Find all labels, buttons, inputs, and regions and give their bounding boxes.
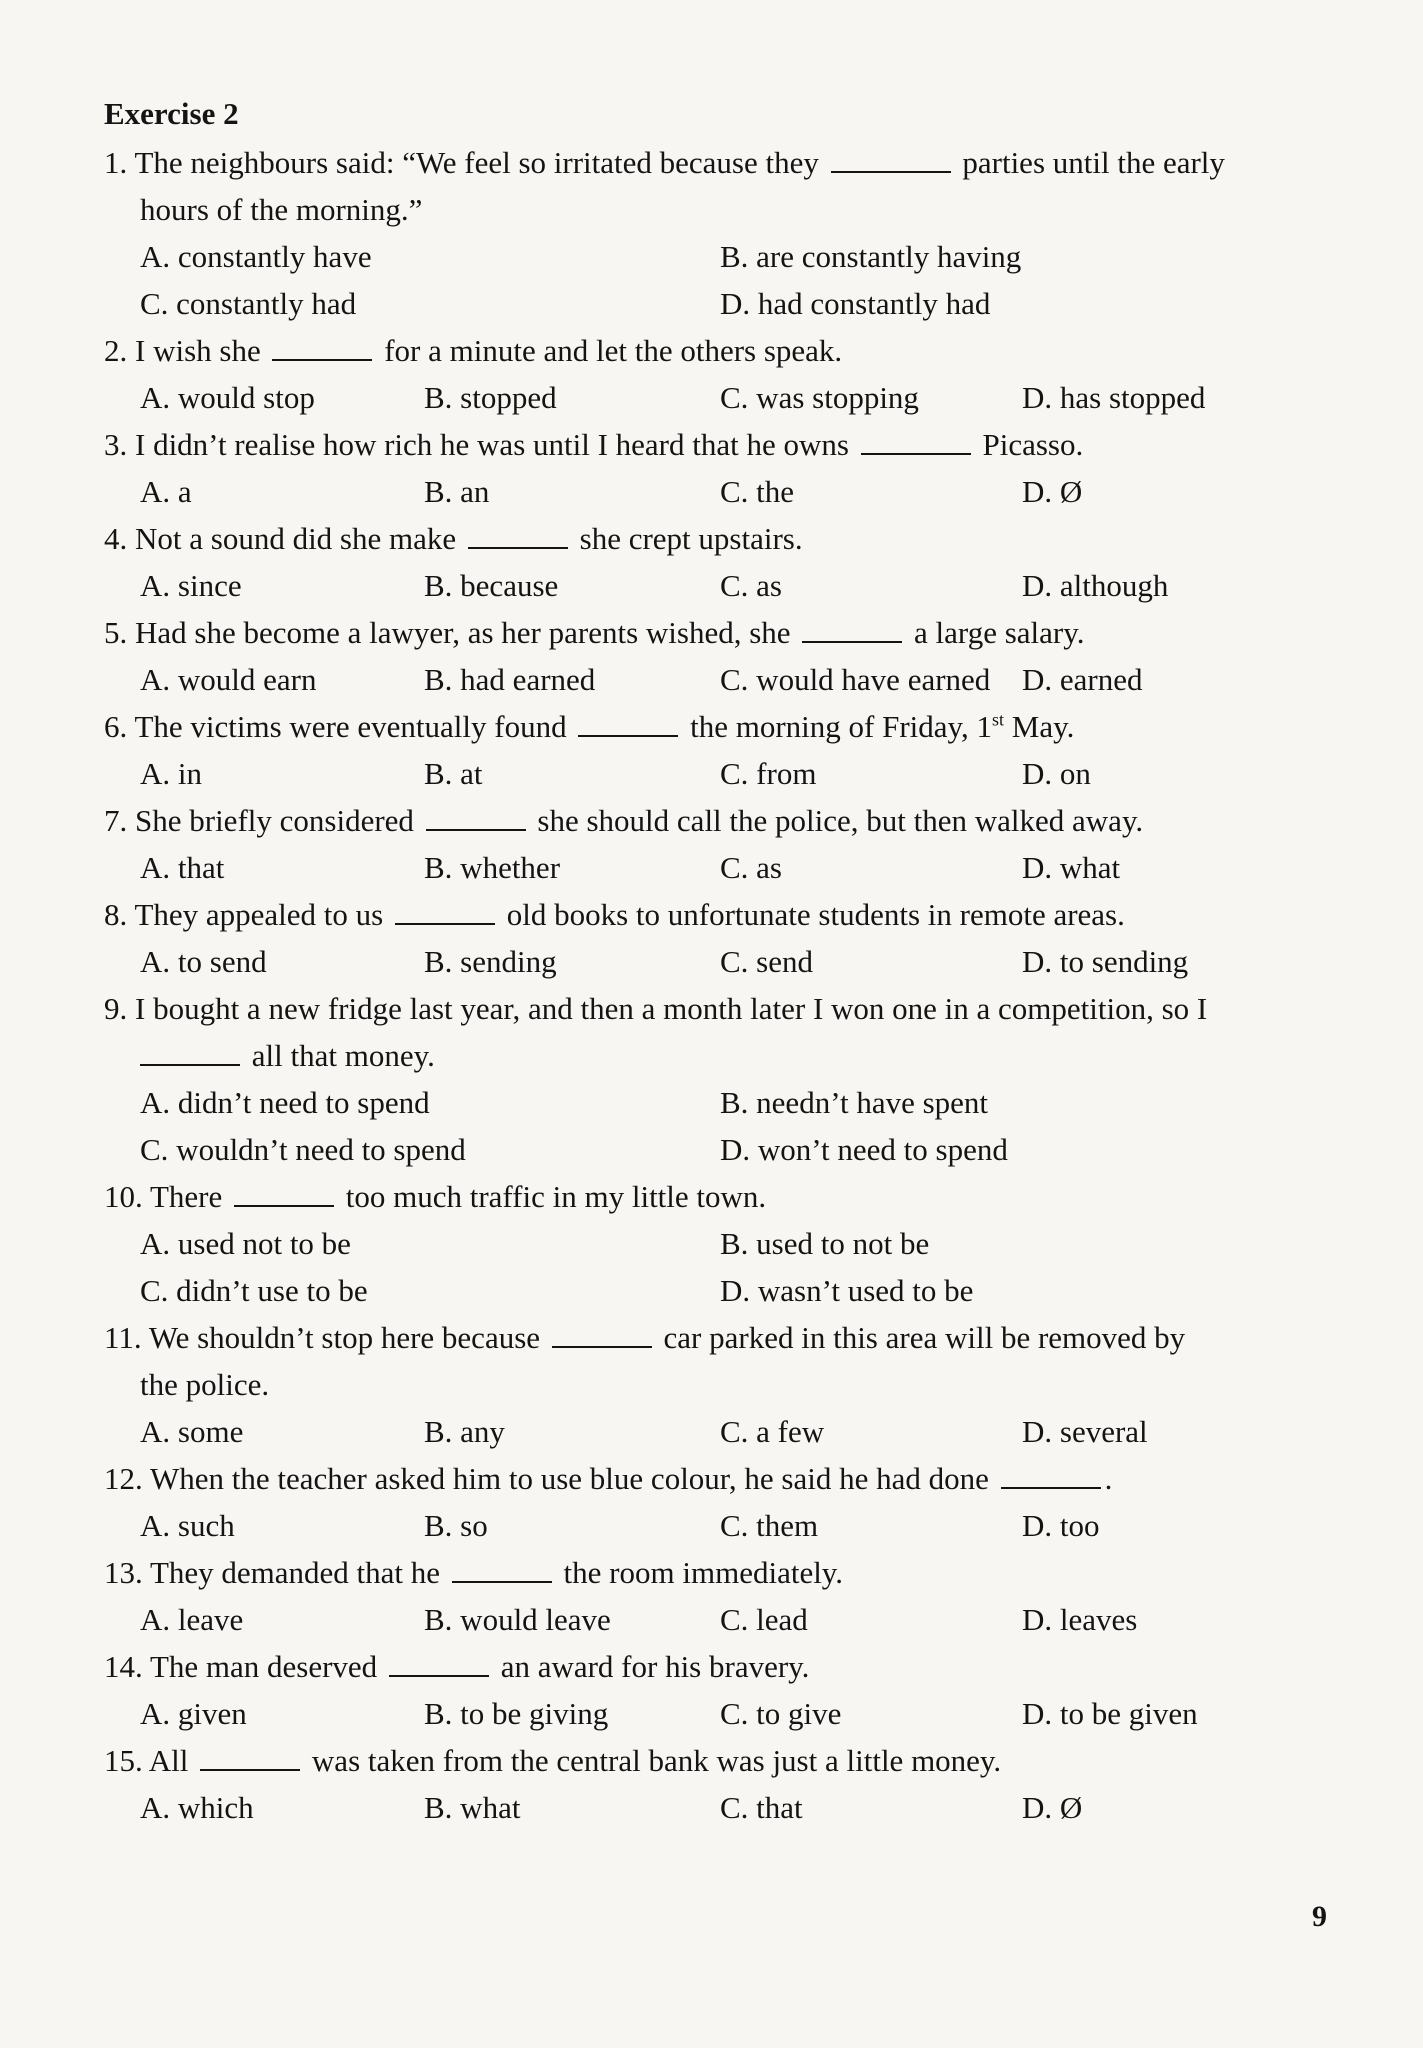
question-stem (104, 515, 1334, 562)
question-text-after-2: May. (1004, 709, 1075, 744)
question-stem (104, 797, 1334, 844)
option-a: A. which (140, 1790, 254, 1825)
option-d: D. although (1022, 568, 1169, 603)
option-c: C. a few (720, 1414, 825, 1449)
question-text-after: old books to unfortunate students in remote areas. (506, 897, 1125, 932)
question-text-after: an award for his bravery. (500, 1649, 810, 1684)
option-d: D. wasn’t used to be (720, 1273, 974, 1308)
options (104, 1220, 1334, 1314)
option-a: A. in (140, 756, 202, 791)
question-number: 11. (104, 1320, 142, 1355)
question-3 (104, 421, 1334, 515)
question-text-before: I wish she (135, 333, 261, 368)
question-stem (104, 703, 1334, 750)
option-c: C. to give (720, 1696, 842, 1731)
question-text-before: The victims were eventually found (134, 709, 567, 744)
question-10 (104, 1173, 1334, 1314)
question-15 (104, 1737, 1334, 1831)
question-text-after: a large salary. (914, 615, 1085, 650)
question-text-after: parties until the early (962, 145, 1225, 180)
question-stem (104, 891, 1334, 938)
question-text-after: was taken from the central bank was just a little money. (311, 1743, 1002, 1778)
question-7 (104, 797, 1334, 891)
question-number: 8. (104, 897, 128, 932)
option-b: B. at (424, 756, 483, 791)
answer-blank (1001, 1459, 1101, 1489)
question-number: 7. (104, 803, 128, 838)
question-4 (104, 515, 1334, 609)
option-a: A. given (140, 1696, 247, 1731)
option-d: D. what (1022, 850, 1121, 885)
question-number: 15. (104, 1743, 143, 1778)
question-number: 12. (104, 1461, 143, 1496)
answer-blank (552, 1318, 652, 1348)
options (104, 233, 1334, 327)
option-c: C. didn’t use to be (140, 1273, 368, 1308)
question-stem (104, 1643, 1334, 1690)
question-number: 3. (104, 427, 128, 462)
answer-blank (468, 519, 568, 549)
option-b: B. had earned (424, 662, 596, 697)
question-stem (104, 1173, 1334, 1220)
answer-blank (272, 331, 372, 361)
options (104, 1596, 1334, 1643)
answer-blank (234, 1177, 334, 1207)
question-text-after: Picasso. (982, 427, 1084, 462)
option-c: C. wouldn’t need to spend (140, 1132, 466, 1167)
question-number: 10. (104, 1179, 143, 1214)
option-d: D. won’t need to spend (720, 1132, 1008, 1167)
option-a: A. such (140, 1508, 235, 1543)
question-stem (104, 1737, 1334, 1784)
option-b: B. any (424, 1414, 505, 1449)
option-a: A. that (140, 850, 225, 885)
option-b: B. are constantly having (720, 239, 1022, 274)
question-number: 6. (104, 709, 128, 744)
answer-blank (140, 1036, 240, 1066)
option-a: A. constantly have (140, 239, 372, 274)
question-2 (104, 327, 1334, 421)
option-d: D. has stopped (1022, 380, 1206, 415)
option-a: A. to send (140, 944, 267, 979)
question-13 (104, 1549, 1334, 1643)
options (104, 844, 1334, 891)
option-a: A. leave (140, 1602, 244, 1637)
question-14 (104, 1643, 1334, 1737)
question-1 (104, 139, 1334, 327)
question-text-after: car parked in this area will be removed by (663, 1320, 1186, 1355)
options (104, 938, 1334, 985)
option-c: C. constantly had (140, 286, 357, 321)
question-8 (104, 891, 1334, 985)
question-text-continued: hours of the morning.” (140, 192, 423, 227)
question-text-after: she should call the police, but then walked away. (537, 803, 1144, 838)
ordinal-suffix: st (992, 709, 1005, 730)
options (104, 468, 1334, 515)
exercise-title: Exercise 2 (104, 96, 239, 131)
question-stem (104, 421, 1334, 468)
question-text-before: The neighbours said: “We feel so irritated because they (134, 145, 819, 180)
answer-blank (389, 1647, 489, 1677)
option-a: A. some (140, 1414, 244, 1449)
options (104, 1690, 1334, 1737)
option-c: C. as (720, 568, 782, 603)
question-number: 5. (104, 615, 128, 650)
question-text-before: When the teacher asked him to use blue colour, he said he had done (149, 1461, 989, 1496)
answer-blank (426, 801, 526, 831)
option-b: B. would leave (424, 1602, 611, 1637)
question-text-before: I bought a new fridge last year, and then a month later I won one in a competition, so I (135, 991, 1208, 1026)
option-d: D. too (1022, 1508, 1100, 1543)
question-text-before: They demanded that he (149, 1555, 441, 1590)
question-text-before: All (148, 1743, 189, 1778)
option-b: B. so (424, 1508, 488, 1543)
answer-blank (861, 425, 971, 455)
option-d: D. leaves (1022, 1602, 1138, 1637)
option-b: B. stopped (424, 380, 557, 415)
option-a: A. a (140, 474, 192, 509)
option-d: D. to be given (1022, 1696, 1198, 1731)
option-b: B. whether (424, 850, 561, 885)
question-text-after: too much traffic in my little town. (345, 1179, 767, 1214)
answer-blank (395, 895, 495, 925)
option-a: A. would stop (140, 380, 315, 415)
option-b: B. sending (424, 944, 557, 979)
option-c: C. was stopping (720, 380, 919, 415)
option-a: A. used not to be (140, 1226, 351, 1261)
question-number: 2. (104, 333, 128, 368)
question-text-continued: all that money. (251, 1038, 435, 1073)
question-text-before: They appealed to us (134, 897, 384, 932)
question-text-before: She briefly considered (135, 803, 414, 838)
question-text-after: she crept upstairs. (579, 521, 803, 556)
option-b: B. used to not be (720, 1226, 930, 1261)
question-text-before: Had she become a lawyer, as her parents wished, she (135, 615, 791, 650)
options (104, 1502, 1334, 1549)
answer-blank (831, 143, 951, 173)
question-text-before: I didn’t realise how rich he was until I heard that he owns (135, 427, 849, 462)
question-6 (104, 703, 1334, 797)
option-d: D. to sending (1022, 944, 1189, 979)
options (104, 1784, 1334, 1831)
options (104, 1408, 1334, 1455)
question-number: 9. (104, 991, 128, 1026)
question-12 (104, 1455, 1334, 1549)
option-c: C. them (720, 1508, 819, 1543)
options (104, 656, 1334, 703)
option-a: A. since (140, 568, 242, 603)
question-stem (104, 1314, 1334, 1361)
option-d: D. several (1022, 1414, 1148, 1449)
question-stem (104, 327, 1334, 374)
question-text-after: for a minute and let the others speak. (384, 333, 843, 368)
question-number: 4. (104, 521, 128, 556)
question-text-after: the room immediately. (563, 1555, 844, 1590)
option-c: C. that (720, 1790, 803, 1825)
option-d: D. Ø (1022, 1790, 1083, 1825)
question-stem-continued (104, 1032, 1334, 1079)
question-11 (104, 1314, 1334, 1455)
options (104, 750, 1334, 797)
option-a: A. didn’t need to spend (140, 1085, 430, 1120)
question-stem (104, 1455, 1334, 1502)
question-text-before: The man deserved (149, 1649, 378, 1684)
question-5 (104, 609, 1334, 703)
question-number: 1. (104, 145, 128, 180)
option-c: C. as (720, 850, 782, 885)
question-stem (104, 139, 1334, 186)
option-b: B. what (424, 1790, 521, 1825)
question-stem (104, 985, 1334, 1032)
question-text-continued: the police. (140, 1367, 270, 1402)
question-text-before: We shouldn’t stop here because (148, 1320, 541, 1355)
option-b: B. needn’t have spent (720, 1085, 989, 1120)
option-b: B. because (424, 568, 559, 603)
option-c: C. from (720, 756, 817, 791)
option-d: D. had constantly had (720, 286, 991, 321)
option-d: D. on (1022, 756, 1091, 791)
option-a: A. would earn (140, 662, 317, 697)
question-text-before: There (149, 1179, 223, 1214)
exercise-page (104, 90, 1334, 1831)
option-d: D. Ø (1022, 474, 1083, 509)
question-text-after: the morning of Friday, 1 (690, 709, 993, 744)
options (104, 374, 1334, 421)
page-number: 9 (1312, 1900, 1327, 1933)
options (104, 1079, 1334, 1173)
question-number: 14. (104, 1649, 143, 1684)
option-b: B. to be giving (424, 1696, 609, 1731)
answer-blank (200, 1741, 300, 1771)
answer-blank (578, 707, 678, 737)
question-9 (104, 985, 1334, 1173)
option-d: D. earned (1022, 662, 1143, 697)
question-text-before: Not a sound did she make (135, 521, 457, 556)
option-c: C. the (720, 474, 795, 509)
options (104, 562, 1334, 609)
question-stem (104, 1549, 1334, 1596)
question-number: 13. (104, 1555, 143, 1590)
option-c: C. lead (720, 1602, 808, 1637)
option-c: C. send (720, 944, 813, 979)
question-text-after: . (1104, 1461, 1113, 1496)
option-c: C. would have earned (720, 662, 991, 697)
option-b: B. an (424, 474, 490, 509)
answer-blank (802, 613, 902, 643)
question-stem (104, 609, 1334, 656)
answer-blank (452, 1553, 552, 1583)
